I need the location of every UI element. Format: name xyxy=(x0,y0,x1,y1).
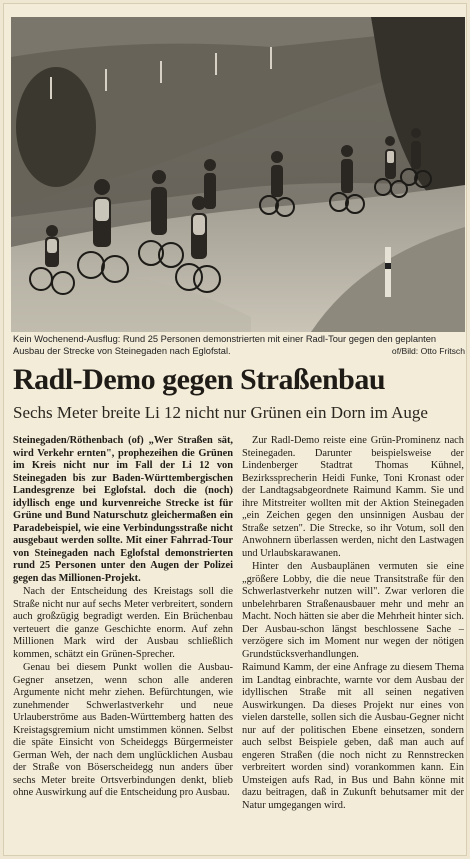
body-paragraph: Raimund Kamm, der eine Anfrage zu diesem Thema im Landtag einbrachte, warnte vor dem Ausbau der idyllischen Straße mit all seinen negativen Auswirkungen. Da dieses Projekt nur eines von vielen darstelle, sollen sich die Ausbau-Gegner nicht nur auf der politischen Ebene einsetzen, sondern auch selbst Beispiele geben, daß man auch auf engeren Straßen (die noch nicht zu Rennstrecken verbreitert worden sind) vorankommen kann. Ein Umsteigen aufs Rad, in Bus und Bahn könne mit dazu beitragen, daß in Zukunft behutsamer mit der Natur umgegangen wird. xyxy=(242,662,464,811)
lead-paragraph: Steinegaden/Röthenbach (of) „Wer Straßen sät, wird Verkehr ernten", prophezeihen die Grünen im Kreis nicht nur im Fall der Li 12 von Steinegaden bis zur Baden-Württembergischen Landesgrenze bei Eglofstal. doch die (noch) idyllisch enge und kurvenreiche Strecke ist für Grüne und Bund Naturschutz gleichermaßen ein Paradebeispiel, wie eine Verbindungsstraße nicht ausgebaut werden sollte. Mit einer Fahrrad-Tour von Steinegaden nach Eglofstal demonstrierten rund 25 Personen unter den Augen der Polizei gegen das Millionen-Projekt. xyxy=(13,435,233,584)
article-column-left xyxy=(13,435,233,801)
body-paragraph: Zur Radl-Demo reiste eine Grün-Prominenz nach Steinegaden. Darunter beispielsweise der Lindenberger Stadtrat Thomas Kühnel, Bezirkssprecherin Heidi Funke, Toni Kronast oder der Landtagsabgeordnete Raimund Kamm. Sie und ihre Mitstreiter wollten mit der Aktion Steinegaden „ein Zeichen gegen den unsinnigen Ausbau der Straße setzen". Die Strecke, so ihr Votum, soll den Anwohnern überlassen werden, nicht den Lastwagen und Urlaubskarawanen. xyxy=(242,435,464,559)
body-paragraph: Genau bei diesem Punkt wollen die Ausbau-Gegner ansetzen, wenn schon alle anderen Argumente nicht mehr ziehen. Befürchtungen, wie zunehmender Schwerlastverkehr und neue Urlauberströme aus Baden-Württemberg hatten des Kreistagsgremium nicht umstimmen können. Selbst die späte Einsicht von Scheideggs Bürgermeister German Weh, der nach dem unglücklichen Ausbau der Straße von Böserscheidegg nun anders über sechs Meter breite Ortsverbindungen denkt, blieb ohne Auswirkung auf die Entscheidung pro Ausbau. xyxy=(13,662,233,798)
photo-credit: of/Bild: Otto Fritsch xyxy=(391,346,465,356)
body-paragraph: Nach der Entscheidung des Kreistags soll die Straße nicht nur auf sechs Meter verbreitert, sondern auch großzügig begradigt werden. Ein Brüchenbau verteuert die ganze Geschichte enorm. Auf zehn Millionen Mark wird der Ausbau schließlich kommen, schätzt ein Grünen-Sprecher. xyxy=(13,586,233,660)
body-paragraph: Hinter den Ausbauplänen vermuten sie eine „größere Lobby, die die neue Transitstraße für den Schwerlastverkehr nutzen will". Zwar verloren die unbelehrbaren Straßenausbauer mehr und mehr an Macht. Noch hätten sie aber die Mehrheit hinter sich. Der Ausbau-schon längst beschlossene Sache – verzögere sich im Moment nur wegen der nötigen Grundstücksverhandlungen. xyxy=(242,561,464,660)
newspaper-clipping xyxy=(3,3,467,856)
photo-caption xyxy=(13,333,465,357)
article-column-right xyxy=(242,435,464,813)
subheadline: Sechs Meter breite Li 12 nicht nur Grünen ein Dorn im Auge xyxy=(13,403,428,422)
headline: Radl-Demo gegen Straßenbau xyxy=(13,363,386,396)
caption-text: Kein Wochenend-Ausflug: Rund 25 Personen demonstrierten mit einer Radl-Tour gegen den geplanten Ausbau der Strecke von Steinegaden nach Eglofstal. xyxy=(13,334,437,356)
news-photo-cyclists xyxy=(11,17,465,332)
